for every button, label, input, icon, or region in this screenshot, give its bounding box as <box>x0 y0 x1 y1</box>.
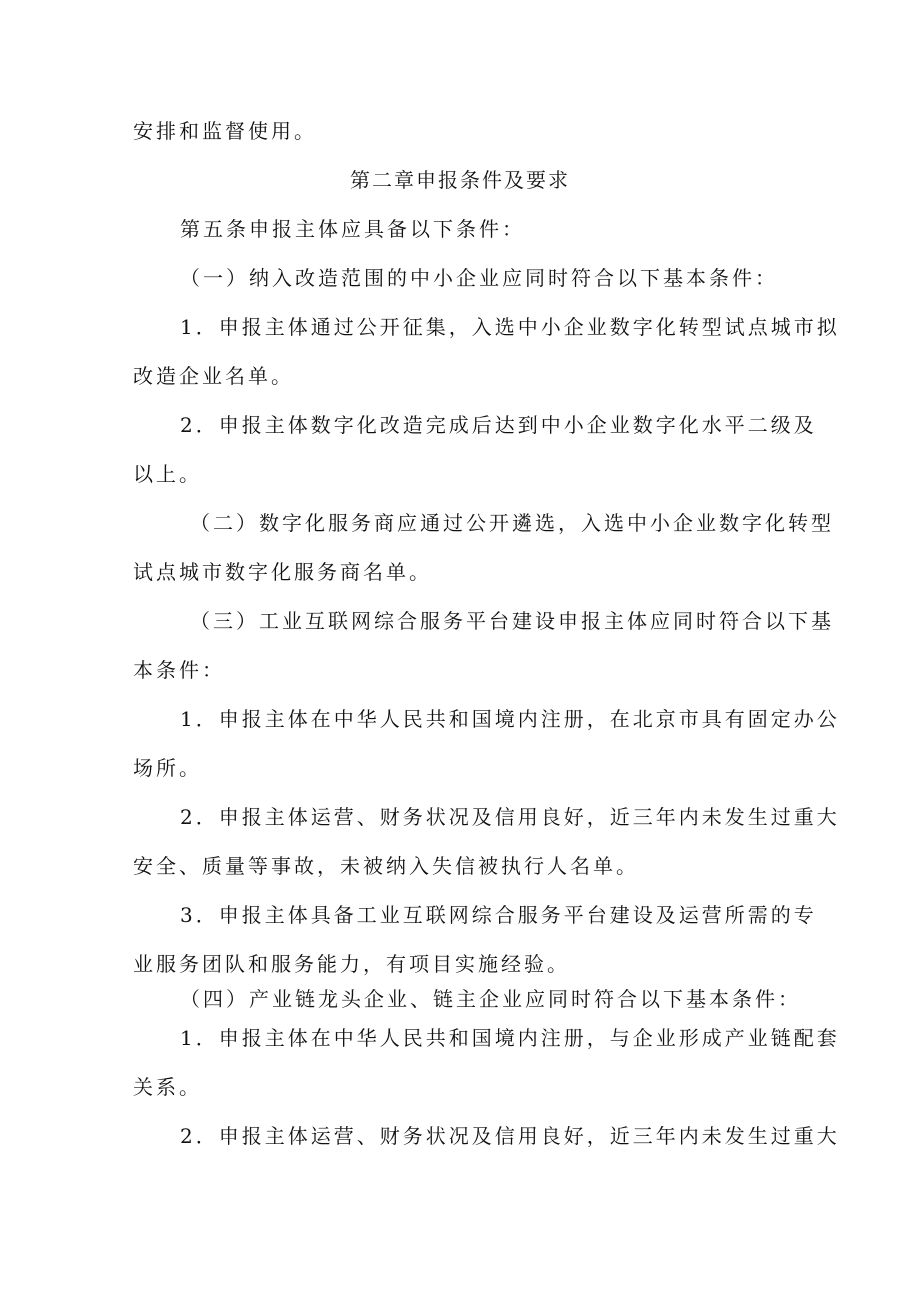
text-line: 改造企业名单。 <box>133 364 294 388</box>
text-line: 以上。 <box>133 462 202 486</box>
text-line: 3．申报主体具备工业互联网综合服务平台建设及运营所需的专 <box>180 903 817 927</box>
text-line: （三）工业互联网综合服务平台建设申报主体应同时符合以下基 <box>190 609 834 633</box>
text-line: （一）纳入改造范围的中小企业应同时符合以下基本条件： <box>180 266 778 290</box>
text-line: 1．申报主体通过公开征集，入选中小企业数字化转型试点城市拟 <box>180 315 840 339</box>
text-line: 第五条申报主体应具备以下条件： <box>180 217 525 241</box>
text-line: 关系。 <box>133 1075 202 1099</box>
text-line: 场所。 <box>133 756 202 780</box>
text-line: 业服务团队和服务能力，有项目实施经验。 <box>133 952 570 976</box>
text-line: 试点城市数字化服务商名单。 <box>133 560 432 584</box>
text-line: 2．申报主体运营、财务状况及信用良好，近三年内未发生过重大 <box>180 1124 840 1148</box>
text-line: 安全、质量等事故，未被纳入失信被执行人名单。 <box>133 854 639 878</box>
text-line: （二）数字化服务商应通过公开遴选，入选中小企业数字化转型 <box>190 511 834 535</box>
text-line: 1．申报主体在中华人民共和国境内注册，与企业形成产业链配套 <box>180 1026 840 1050</box>
text-line: 安排和监督使用。 <box>133 119 317 143</box>
text-line: 本条件： <box>133 658 225 682</box>
chapter-heading: 第二章申报条件及要求 <box>350 168 570 192</box>
text-line: 1．申报主体在中华人民共和国境内注册，在北京市具有固定办公 <box>180 707 840 731</box>
text-line: 2．申报主体数字化改造完成后达到中小企业数字化水平二级及 <box>180 413 817 437</box>
text-line: （四）产业链龙头企业、链主企业应同时符合以下基本条件： <box>180 987 801 1011</box>
text-line: 2．申报主体运营、财务状况及信用良好，近三年内未发生过重大 <box>180 805 840 829</box>
